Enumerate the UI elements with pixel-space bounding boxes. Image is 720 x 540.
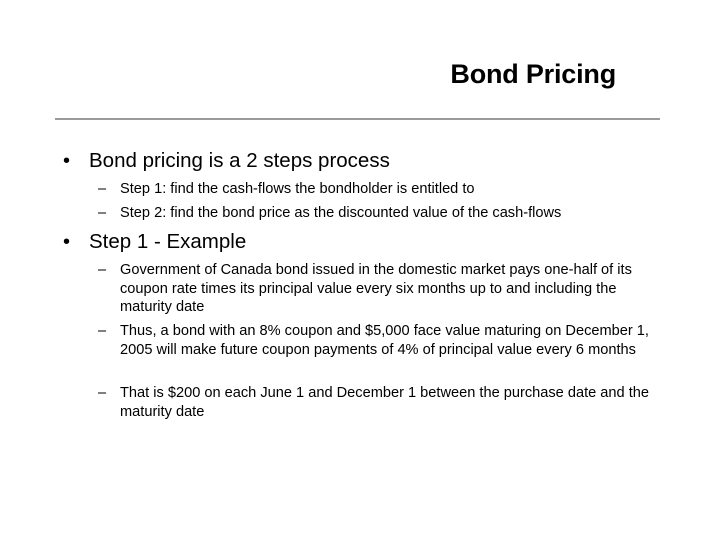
bullet-item (63, 149, 390, 173)
bullet-item (63, 230, 247, 254)
dash-icon: – (98, 323, 107, 339)
sub-bullet-text: That is $200 on each June 1 and December 1 between the purchase date and the maturity date (120, 385, 649, 420)
sub-bullet-text: Thus, a bond with an 8% coupon and $5,000 face value maturing on December 1, 2005 will make future coupon payments of 4% of principal value every 6 months (120, 323, 649, 358)
sub-bullet-text: Step 1: find the cash-flows the bondholder is entitled to (120, 181, 475, 197)
sub-bullet-item (98, 204, 660, 223)
dash-icon: – (98, 205, 107, 221)
sub-bullet-text: Step 2: find the bond price as the discounted value of the cash-flows (120, 205, 562, 221)
bullet-text: Step 1 - Example (89, 230, 247, 253)
sub-bullet-item (98, 180, 660, 199)
bullet-icon: • (63, 150, 71, 172)
title-divider (55, 118, 660, 120)
dash-icon: – (98, 262, 107, 278)
bullet-text: Bond pricing is a 2 steps process (89, 149, 390, 172)
sub-bullet-item (98, 322, 660, 359)
slide-title: Bond Pricing (450, 59, 616, 89)
dash-icon: – (98, 385, 107, 401)
sub-bullet-text: Government of Canada bond issued in the domestic market pays one-half of its coupon rate times its principal value every six months up to and including the maturity date (120, 262, 632, 316)
sub-bullet-item (98, 384, 660, 421)
bullet-icon: • (63, 231, 71, 253)
dash-icon: – (98, 181, 107, 197)
sub-bullet-item (98, 261, 660, 317)
